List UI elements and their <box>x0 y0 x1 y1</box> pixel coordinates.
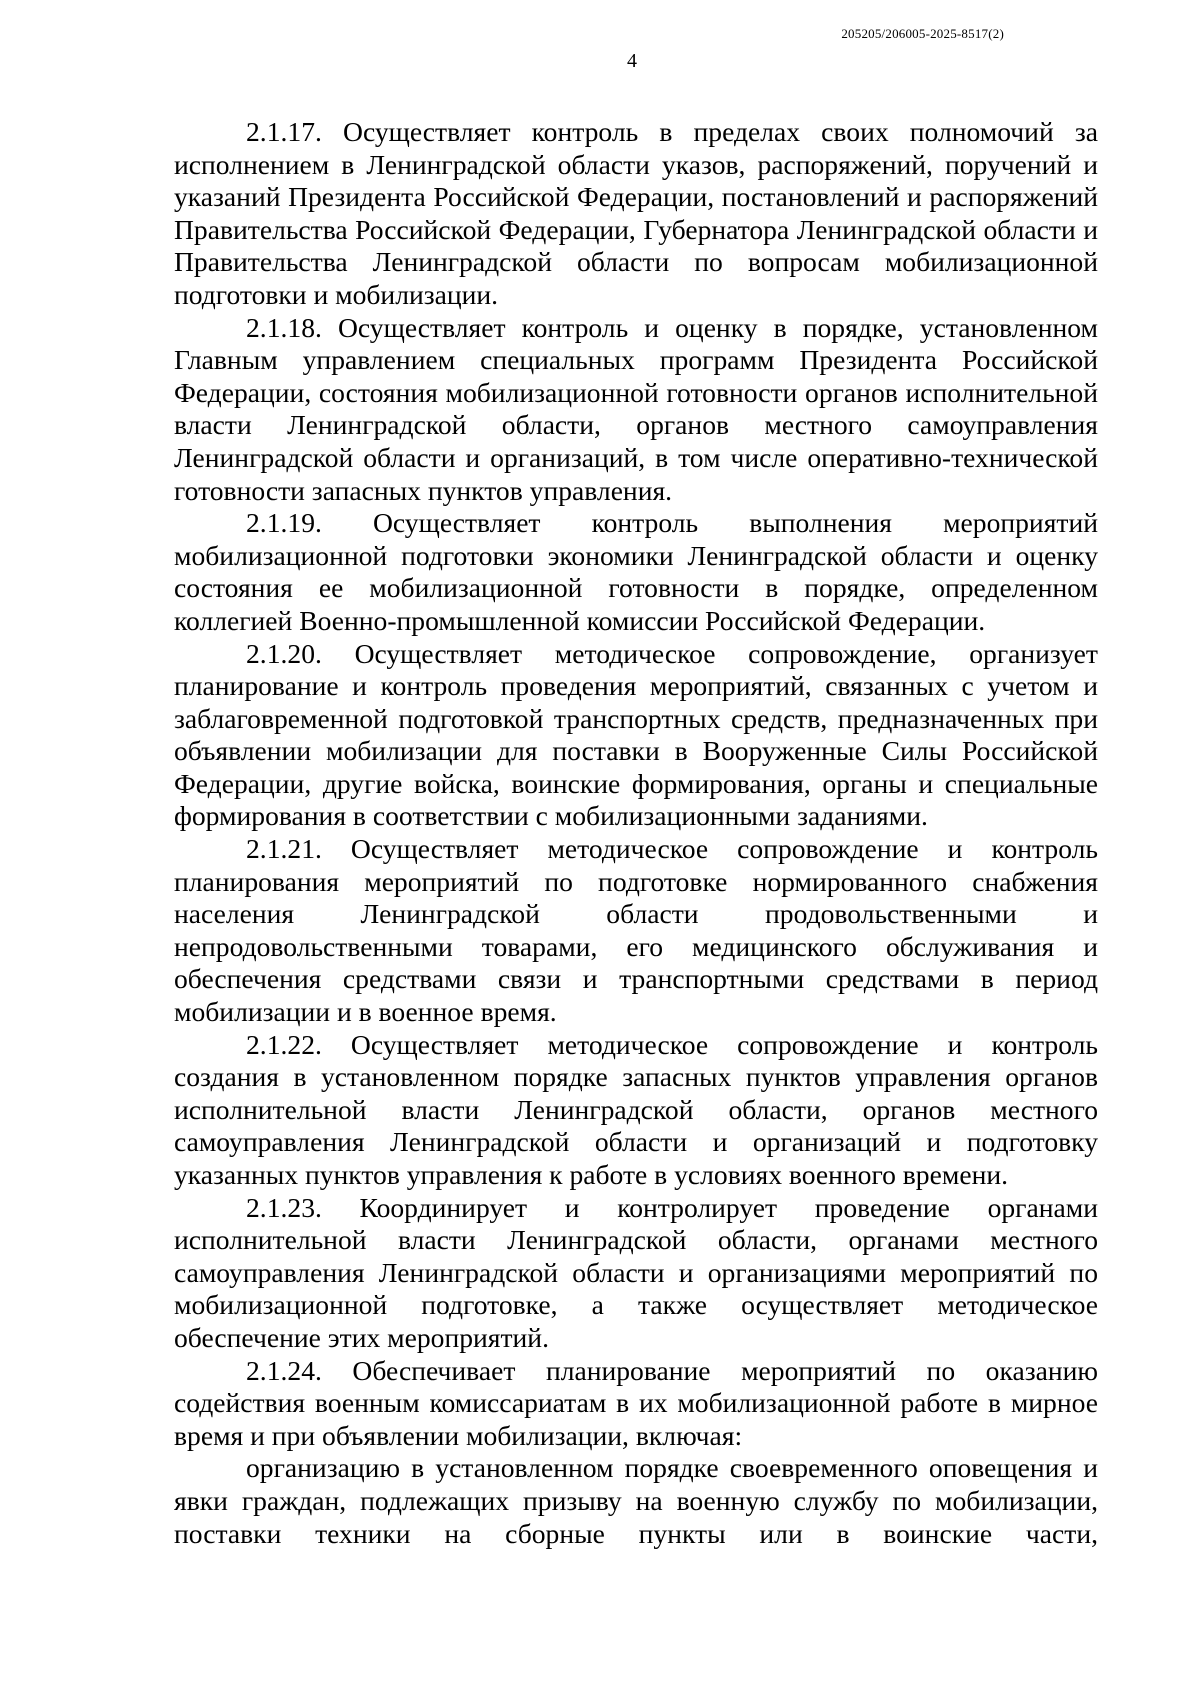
paragraph-2-1-21: 2.1.21. Осуществляет методическое сопровождение и контроль планирования мероприятий по подготовке нормированного снабжения населения Ленинградской области продовольственными и непродовольственными товарами, его медицинского обслуживания и обеспечения средствами связи и транспортными средствами в период мобилизации и в военное время. <box>174 833 1098 1028</box>
paragraph-2-1-24: 2.1.24. Обеспечивает планирование мероприятий по оказанию содействия военным комиссариатам в их мобилизационной работе в мирное время и при объявлении мобилизации, включая: <box>174 1354 1098 1451</box>
paragraph-2-1-20: 2.1.20. Осуществляет методическое сопровождение, организует планирование и контроль проведения мероприятий, связанных с учетом и заблаговременной подготовкой транспортных средств, предназначенных при объявлении мобилизации для поставки в Вооруженные Силы Российской Федерации, другие войска, воинские формирования, органы и специальные формирования в соответствии с мобилизационными заданиями. <box>174 637 1098 832</box>
paragraph-2-1-22: 2.1.22. Осуществляет методическое сопровождение и контроль создания в установленном порядке запасных пунктов управления органов исполнительной власти Ленинградской области, органов местного самоуправления Ленинградской области и организаций и подготовку указанных пунктов управления к работе в условиях военного времени. <box>174 1028 1098 1190</box>
document-body <box>174 116 1098 1550</box>
page-number: 4 <box>627 50 637 72</box>
paragraph-2-1-24-item: организацию в установленном порядке своевременного оповещения и явки граждан, подлежащих призыву на военную службу по мобилизации, поставки техники на сборные пункты или в воинские части, <box>174 1452 1098 1549</box>
document-registration-number: 205205/206005-2025-8517(2) <box>841 26 1004 41</box>
paragraph-2-1-23: 2.1.23. Координирует и контролирует проведение органами исполнительной власти Ленинградской области, органами местного самоуправления Ленинградской области и организациями мероприятий по мобилизационной подготовке, а также осуществляет методическое обеспечение этих мероприятий. <box>174 1191 1098 1353</box>
paragraph-2-1-17: 2.1.17. Осуществляет контроль в пределах своих полномочий за исполнением в Ленинградской области указов, распоряжений, поручений и указаний Президента Российской Федерации, постановлений и распоряжений Правительства Российской Федерации, Губернатора Ленинградской области и Правительства Ленинградской области по вопросам мобилизационной подготовки и мобилизации. <box>174 116 1098 310</box>
paragraph-2-1-18: 2.1.18. Осуществляет контроль и оценку в порядке, установленном Главным управлением специальных программ Президента Российской Федерации, состояния мобилизационной готовности органов исполнительной власти Ленинградской области, органов местного самоуправления Ленинградской области и организаций, в том числе оперативно-технической готовности запасных пунктов управления. <box>174 311 1098 506</box>
paragraph-2-1-19: 2.1.19. Осуществляет контроль выполнения мероприятий мобилизационной подготовки экономики Ленинградской области и оценку состояния ее мобилизационной готовности в порядке, определенном коллегией Военно-промышленной комиссии Российской Федерации. <box>174 507 1098 636</box>
